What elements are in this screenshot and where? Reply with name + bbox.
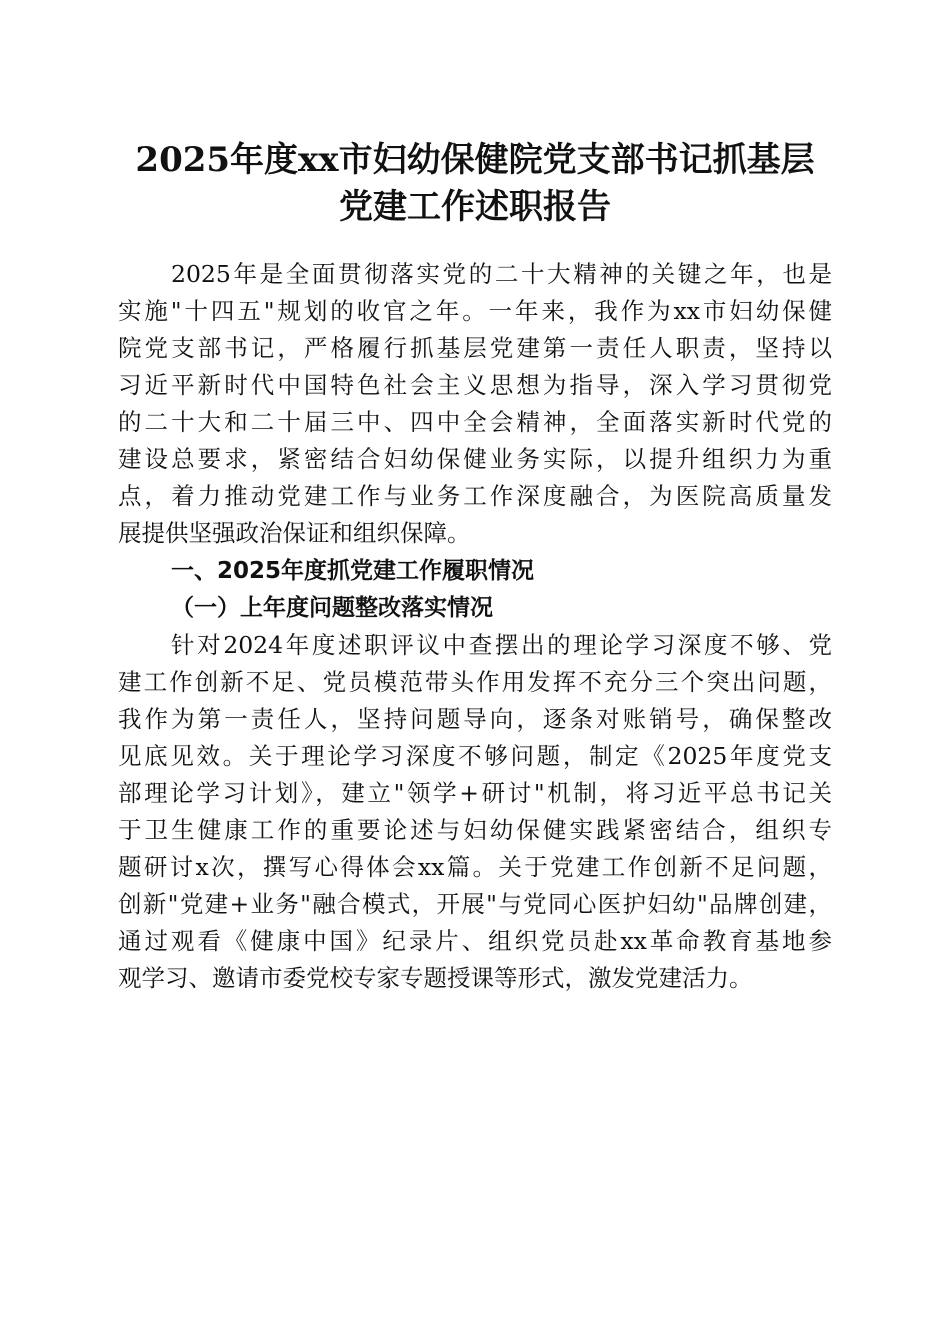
- subsection-paragraph-line: 于卫生健康工作的重要论述与妇幼保健实践紧密结合，组织专: [118, 816, 832, 844]
- subsection-paragraph-line: 创新"党建+业务"融合模式，开展"与党同心医护妇幼"品牌创建，: [118, 890, 832, 918]
- document-title-line-2: 党建工作述职报告: [339, 187, 611, 227]
- subsection-paragraph-line: 我作为第一责任人，坚持问题导向，逐条对账销号，确保整改: [118, 705, 832, 733]
- subsection-paragraph-line: 部理论学习计划》，建立"领学+研讨"机制，将习近平总书记关: [118, 779, 832, 807]
- intro-paragraph-line: 展提供坚强政治保证和组织保障。: [118, 519, 471, 547]
- intro-paragraph-line: 实施"十四五"规划的收官之年。一年来，我作为xx市妇幼保健: [118, 297, 832, 325]
- subsection-paragraph-line: 建工作创新不足、党员模范带头作用发挥不充分三个突出问题，: [118, 668, 832, 696]
- intro-paragraph-line: 建设总要求，紧密结合妇幼保健业务实际，以提升组织力为重: [118, 445, 832, 473]
- subsection-paragraph-line: 见底见效。关于理论学习深度不够问题，制定《2025年度党支: [118, 742, 832, 770]
- intro-paragraph-line: 习近平新时代中国特色社会主义思想为指导，深入学习贯彻党: [118, 371, 832, 399]
- subsection-paragraph-line: 观学习、邀请市委党校专家专题授课等形式，激发党建活力。: [118, 964, 753, 992]
- intro-paragraph-line: 的二十大和二十届三中、四中全会精神，全面落实新时代党的: [118, 408, 832, 436]
- document-title-line-1: 2025年度xx市妇幼保健院党支部书记抓基层: [135, 140, 815, 180]
- intro-paragraph-line: 点，着力推动党建工作与业务工作深度融合，为医院高质量发: [118, 482, 832, 510]
- section-heading-1: 一、2025年度抓党建工作履职情况: [171, 558, 535, 584]
- intro-paragraph-line: 2025年是全面贯彻落实党的二十大精神的关键之年，也是: [171, 260, 832, 288]
- intro-paragraph-line: 院党支部书记，严格履行抓基层党建第一责任人职责，坚持以: [118, 334, 832, 362]
- subsection-heading-1: （一）上年度问题整改落实情况: [171, 594, 493, 621]
- subsection-paragraph-line: 通过观看《健康中国》纪录片、组织党员赴xx革命教育基地参: [118, 927, 832, 955]
- subsection-paragraph-line: 题研讨x次，撰写心得体会xx篇。关于党建工作创新不足问题，: [118, 853, 832, 881]
- subsection-paragraph-line: 针对2024年度述职评议中查摆出的理论学习深度不够、党: [171, 631, 832, 659]
